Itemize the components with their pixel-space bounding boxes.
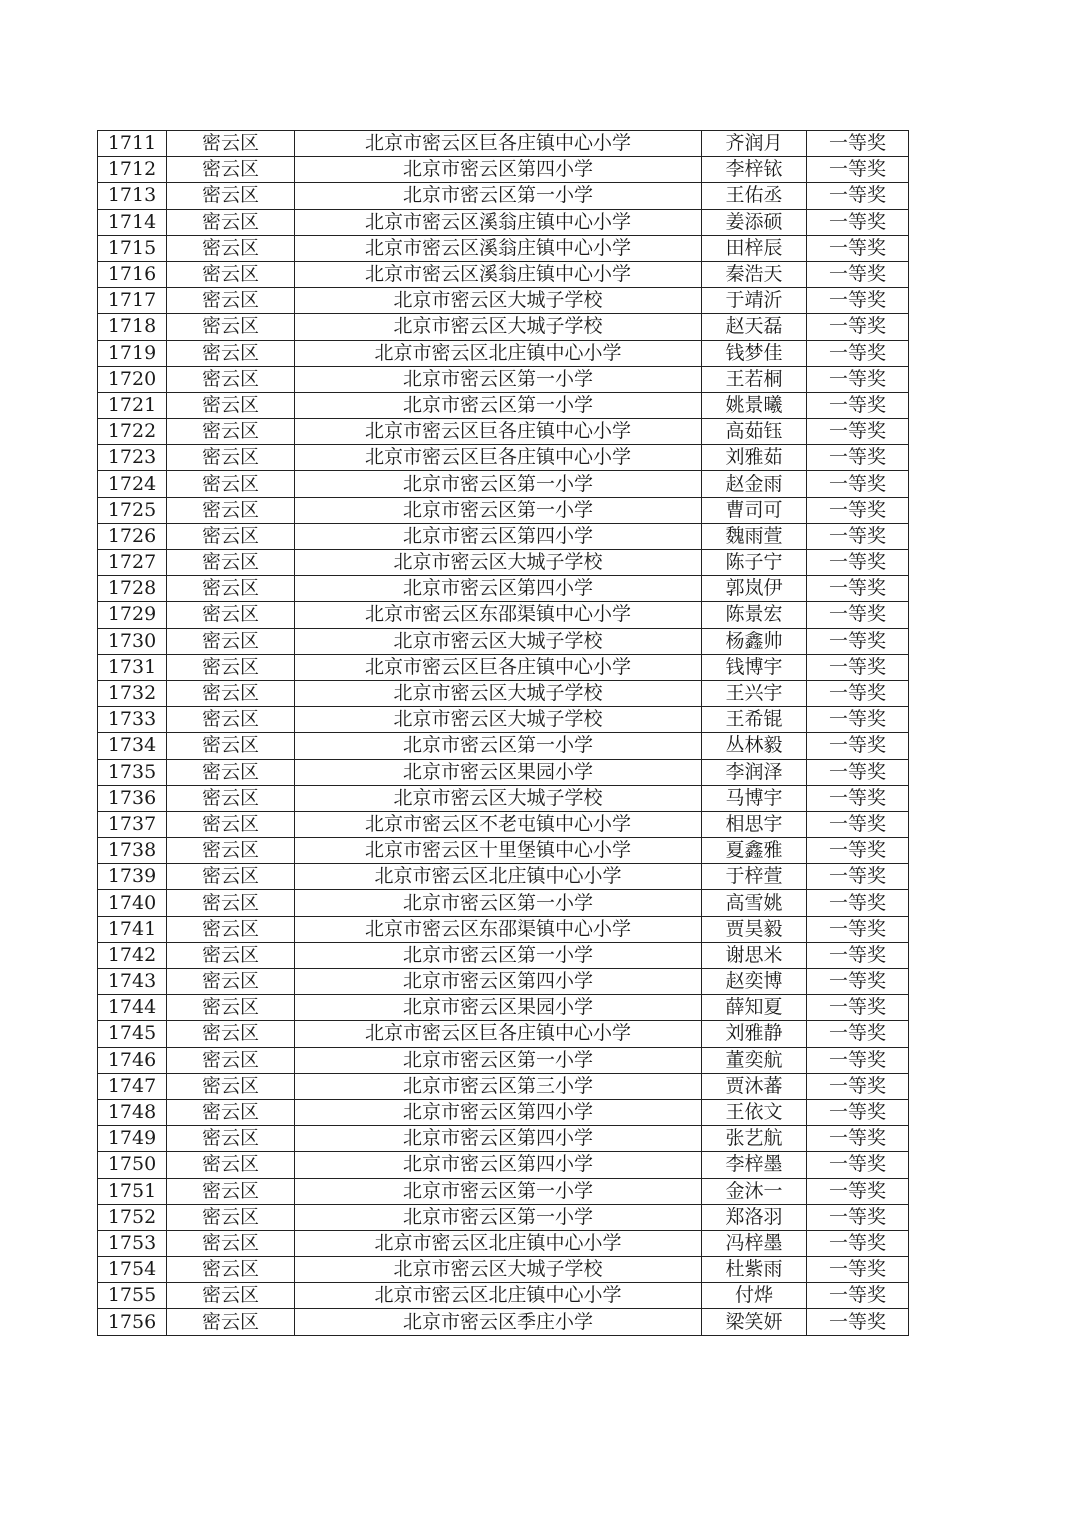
table-row: [98, 733, 909, 759]
serial-number-cell: 1732: [98, 680, 167, 706]
district-cell: 密云区: [167, 209, 295, 235]
award-list-table: [97, 130, 909, 1336]
award-level-cell: 一等奖: [807, 366, 909, 392]
serial-number-cell: 1749: [98, 1126, 167, 1152]
student-name-cell: 高茹钰: [702, 419, 807, 445]
award-level-cell: 一等奖: [807, 890, 909, 916]
serial-number-cell: 1751: [98, 1178, 167, 1204]
table-row: [98, 628, 909, 654]
award-level-cell: 一等奖: [807, 628, 909, 654]
district-cell: 密云区: [167, 680, 295, 706]
district-cell: 密云区: [167, 497, 295, 523]
serial-number-cell: 1711: [98, 131, 167, 157]
student-name-cell: 夏鑫雅: [702, 838, 807, 864]
serial-number-cell: 1739: [98, 864, 167, 890]
student-name-cell: 董奕航: [702, 1047, 807, 1073]
student-name-cell: 陈景宏: [702, 602, 807, 628]
student-name-cell: 齐润月: [702, 131, 807, 157]
school-cell: 北京市密云区第一小学: [295, 1204, 702, 1230]
district-cell: 密云区: [167, 392, 295, 418]
award-level-cell: 一等奖: [807, 1099, 909, 1125]
student-name-cell: 杨鑫帅: [702, 628, 807, 654]
table-row: [98, 811, 909, 837]
serial-number-cell: 1724: [98, 471, 167, 497]
serial-number-cell: 1736: [98, 785, 167, 811]
table-row: [98, 1126, 909, 1152]
district-cell: 密云区: [167, 1204, 295, 1230]
student-name-cell: 姚景曦: [702, 392, 807, 418]
serial-number-cell: 1719: [98, 340, 167, 366]
school-cell: 北京市密云区季庄小学: [295, 1309, 702, 1335]
award-level-cell: 一等奖: [807, 1047, 909, 1073]
school-cell: 北京市密云区第一小学: [295, 1178, 702, 1204]
table-row: [98, 1099, 909, 1125]
school-cell: 北京市密云区巨各庄镇中心小学: [295, 654, 702, 680]
table-row: [98, 157, 909, 183]
award-level-cell: 一等奖: [807, 576, 909, 602]
serial-number-cell: 1730: [98, 628, 167, 654]
district-cell: 密云区: [167, 1283, 295, 1309]
award-level-cell: 一等奖: [807, 654, 909, 680]
award-level-cell: 一等奖: [807, 864, 909, 890]
district-cell: 密云区: [167, 1152, 295, 1178]
serial-number-cell: 1715: [98, 235, 167, 261]
table-row: [98, 1021, 909, 1047]
district-cell: 密云区: [167, 183, 295, 209]
school-cell: 北京市密云区北庄镇中心小学: [295, 864, 702, 890]
student-name-cell: 秦浩天: [702, 261, 807, 287]
award-level-cell: 一等奖: [807, 314, 909, 340]
serial-number-cell: 1714: [98, 209, 167, 235]
student-name-cell: 高雪姚: [702, 890, 807, 916]
school-cell: 北京市密云区果园小学: [295, 995, 702, 1021]
district-cell: 密云区: [167, 340, 295, 366]
award-level-cell: 一等奖: [807, 1309, 909, 1335]
table-row: [98, 183, 909, 209]
district-cell: 密云区: [167, 288, 295, 314]
award-level-cell: 一等奖: [807, 1178, 909, 1204]
table-row: [98, 1152, 909, 1178]
student-name-cell: 贾昊毅: [702, 916, 807, 942]
school-cell: 北京市密云区巨各庄镇中心小学: [295, 131, 702, 157]
award-level-cell: 一等奖: [807, 471, 909, 497]
serial-number-cell: 1745: [98, 1021, 167, 1047]
student-name-cell: 相思宇: [702, 811, 807, 837]
table-row: [98, 1230, 909, 1256]
serial-number-cell: 1740: [98, 890, 167, 916]
student-name-cell: 于靖沂: [702, 288, 807, 314]
student-name-cell: 付烨: [702, 1283, 807, 1309]
award-level-cell: 一等奖: [807, 1073, 909, 1099]
district-cell: 密云区: [167, 1047, 295, 1073]
serial-number-cell: 1743: [98, 969, 167, 995]
award-level-cell: 一等奖: [807, 811, 909, 837]
serial-number-cell: 1737: [98, 811, 167, 837]
student-name-cell: 魏雨萱: [702, 523, 807, 549]
student-name-cell: 郑洛羽: [702, 1204, 807, 1230]
table-row: [98, 969, 909, 995]
table-row: [98, 1204, 909, 1230]
district-cell: 密云区: [167, 471, 295, 497]
school-cell: 北京市密云区第三小学: [295, 1073, 702, 1099]
award-level-cell: 一等奖: [807, 235, 909, 261]
serial-number-cell: 1750: [98, 1152, 167, 1178]
student-name-cell: 丛林毅: [702, 733, 807, 759]
school-cell: 北京市密云区大城子学校: [295, 288, 702, 314]
serial-number-cell: 1753: [98, 1230, 167, 1256]
serial-number-cell: 1731: [98, 654, 167, 680]
serial-number-cell: 1738: [98, 838, 167, 864]
table-row: [98, 576, 909, 602]
table-row: [98, 1257, 909, 1283]
table-row: [98, 785, 909, 811]
school-cell: 北京市密云区大城子学校: [295, 785, 702, 811]
award-level-cell: 一等奖: [807, 1257, 909, 1283]
award-level-cell: 一等奖: [807, 392, 909, 418]
award-level-cell: 一等奖: [807, 523, 909, 549]
district-cell: 密云区: [167, 1230, 295, 1256]
district-cell: 密云区: [167, 942, 295, 968]
award-level-cell: 一等奖: [807, 1152, 909, 1178]
serial-number-cell: 1713: [98, 183, 167, 209]
school-cell: 北京市密云区第一小学: [295, 890, 702, 916]
district-cell: 密云区: [167, 1021, 295, 1047]
table-row: [98, 1073, 909, 1099]
student-name-cell: 钱梦佳: [702, 340, 807, 366]
award-level-cell: 一等奖: [807, 995, 909, 1021]
table-row: [98, 654, 909, 680]
school-cell: 北京市密云区第一小学: [295, 942, 702, 968]
district-cell: 密云区: [167, 785, 295, 811]
serial-number-cell: 1720: [98, 366, 167, 392]
table-row: [98, 497, 909, 523]
district-cell: 密云区: [167, 811, 295, 837]
school-cell: 北京市密云区大城子学校: [295, 314, 702, 340]
student-name-cell: 马博宇: [702, 785, 807, 811]
table-row: [98, 1178, 909, 1204]
serial-number-cell: 1752: [98, 1204, 167, 1230]
serial-number-cell: 1729: [98, 602, 167, 628]
award-level-cell: 一等奖: [807, 183, 909, 209]
student-name-cell: 杜紫雨: [702, 1257, 807, 1283]
award-level-cell: 一等奖: [807, 785, 909, 811]
student-name-cell: 贾沐蕃: [702, 1073, 807, 1099]
school-cell: 北京市密云区溪翁庄镇中心小学: [295, 209, 702, 235]
table-row: [98, 759, 909, 785]
school-cell: 北京市密云区第四小学: [295, 1099, 702, 1125]
table-row: [98, 392, 909, 418]
district-cell: 密云区: [167, 1073, 295, 1099]
student-name-cell: 李润泽: [702, 759, 807, 785]
school-cell: 北京市密云区十里堡镇中心小学: [295, 838, 702, 864]
table-row: [98, 942, 909, 968]
school-cell: 北京市密云区大城子学校: [295, 550, 702, 576]
award-level-cell: 一等奖: [807, 707, 909, 733]
table-row: [98, 209, 909, 235]
student-name-cell: 田梓辰: [702, 235, 807, 261]
district-cell: 密云区: [167, 523, 295, 549]
school-cell: 北京市密云区大城子学校: [295, 707, 702, 733]
district-cell: 密云区: [167, 707, 295, 733]
table-row: [98, 131, 909, 157]
district-cell: 密云区: [167, 235, 295, 261]
serial-number-cell: 1727: [98, 550, 167, 576]
table-row: [98, 340, 909, 366]
district-cell: 密云区: [167, 314, 295, 340]
serial-number-cell: 1744: [98, 995, 167, 1021]
serial-number-cell: 1742: [98, 942, 167, 968]
serial-number-cell: 1722: [98, 419, 167, 445]
school-cell: 北京市密云区北庄镇中心小学: [295, 340, 702, 366]
school-cell: 北京市密云区第一小学: [295, 497, 702, 523]
serial-number-cell: 1712: [98, 157, 167, 183]
student-name-cell: 郭岚伊: [702, 576, 807, 602]
table-row: [98, 680, 909, 706]
table-row: [98, 995, 909, 1021]
serial-number-cell: 1754: [98, 1257, 167, 1283]
table-row: [98, 471, 909, 497]
student-name-cell: 赵奕博: [702, 969, 807, 995]
table-row: [98, 445, 909, 471]
district-cell: 密云区: [167, 995, 295, 1021]
student-name-cell: 张艺航: [702, 1126, 807, 1152]
district-cell: 密云区: [167, 602, 295, 628]
table-row: [98, 288, 909, 314]
serial-number-cell: 1735: [98, 759, 167, 785]
school-cell: 北京市密云区北庄镇中心小学: [295, 1283, 702, 1309]
school-cell: 北京市密云区东邵渠镇中心小学: [295, 916, 702, 942]
serial-number-cell: 1733: [98, 707, 167, 733]
serial-number-cell: 1747: [98, 1073, 167, 1099]
district-cell: 密云区: [167, 864, 295, 890]
district-cell: 密云区: [167, 916, 295, 942]
award-level-cell: 一等奖: [807, 1283, 909, 1309]
award-level-cell: 一等奖: [807, 969, 909, 995]
student-name-cell: 姜添硕: [702, 209, 807, 235]
district-cell: 密云区: [167, 550, 295, 576]
award-level-cell: 一等奖: [807, 131, 909, 157]
table-row: [98, 366, 909, 392]
school-cell: 北京市密云区第四小学: [295, 523, 702, 549]
serial-number-cell: 1717: [98, 288, 167, 314]
serial-number-cell: 1723: [98, 445, 167, 471]
district-cell: 密云区: [167, 1099, 295, 1125]
table-row: [98, 1283, 909, 1309]
student-name-cell: 钱博宇: [702, 654, 807, 680]
serial-number-cell: 1725: [98, 497, 167, 523]
student-name-cell: 冯梓墨: [702, 1230, 807, 1256]
district-cell: 密云区: [167, 733, 295, 759]
table-row: [98, 1047, 909, 1073]
school-cell: 北京市密云区第四小学: [295, 576, 702, 602]
school-cell: 北京市密云区北庄镇中心小学: [295, 1230, 702, 1256]
table-row: [98, 550, 909, 576]
school-cell: 北京市密云区溪翁庄镇中心小学: [295, 261, 702, 287]
serial-number-cell: 1746: [98, 1047, 167, 1073]
student-name-cell: 陈子宁: [702, 550, 807, 576]
school-cell: 北京市密云区第一小学: [295, 183, 702, 209]
table-row: [98, 1309, 909, 1335]
serial-number-cell: 1741: [98, 916, 167, 942]
district-cell: 密云区: [167, 628, 295, 654]
student-name-cell: 于梓萱: [702, 864, 807, 890]
table-row: [98, 707, 909, 733]
award-level-cell: 一等奖: [807, 1021, 909, 1047]
award-level-cell: 一等奖: [807, 419, 909, 445]
student-name-cell: 王兴宇: [702, 680, 807, 706]
school-cell: 北京市密云区第一小学: [295, 1047, 702, 1073]
school-cell: 北京市密云区不老屯镇中心小学: [295, 811, 702, 837]
award-level-cell: 一等奖: [807, 942, 909, 968]
award-level-cell: 一等奖: [807, 733, 909, 759]
school-cell: 北京市密云区第四小学: [295, 1126, 702, 1152]
district-cell: 密云区: [167, 445, 295, 471]
district-cell: 密云区: [167, 654, 295, 680]
table-row: [98, 916, 909, 942]
district-cell: 密云区: [167, 759, 295, 785]
award-level-cell: 一等奖: [807, 680, 909, 706]
serial-number-cell: 1755: [98, 1283, 167, 1309]
award-level-cell: 一等奖: [807, 1126, 909, 1152]
district-cell: 密云区: [167, 969, 295, 995]
district-cell: 密云区: [167, 1178, 295, 1204]
student-name-cell: 刘雅静: [702, 1021, 807, 1047]
table-row: [98, 864, 909, 890]
award-level-cell: 一等奖: [807, 288, 909, 314]
table-row: [98, 602, 909, 628]
award-level-cell: 一等奖: [807, 340, 909, 366]
award-level-cell: 一等奖: [807, 445, 909, 471]
student-name-cell: 赵金雨: [702, 471, 807, 497]
award-list-body: [98, 131, 909, 1336]
serial-number-cell: 1718: [98, 314, 167, 340]
award-level-cell: 一等奖: [807, 1204, 909, 1230]
table-row: [98, 523, 909, 549]
district-cell: 密云区: [167, 261, 295, 287]
award-level-cell: 一等奖: [807, 759, 909, 785]
district-cell: 密云区: [167, 890, 295, 916]
student-name-cell: 李梓墨: [702, 1152, 807, 1178]
school-cell: 北京市密云区大城子学校: [295, 628, 702, 654]
table-row: [98, 261, 909, 287]
district-cell: 密云区: [167, 157, 295, 183]
school-cell: 北京市密云区溪翁庄镇中心小学: [295, 235, 702, 261]
table-row: [98, 419, 909, 445]
award-level-cell: 一等奖: [807, 209, 909, 235]
school-cell: 北京市密云区巨各庄镇中心小学: [295, 445, 702, 471]
school-cell: 北京市密云区第四小学: [295, 969, 702, 995]
school-cell: 北京市密云区巨各庄镇中心小学: [295, 1021, 702, 1047]
student-name-cell: 刘雅茹: [702, 445, 807, 471]
serial-number-cell: 1756: [98, 1309, 167, 1335]
student-name-cell: 王若桐: [702, 366, 807, 392]
student-name-cell: 李梓铱: [702, 157, 807, 183]
award-level-cell: 一等奖: [807, 1230, 909, 1256]
school-cell: 北京市密云区东邵渠镇中心小学: [295, 602, 702, 628]
school-cell: 北京市密云区第四小学: [295, 157, 702, 183]
district-cell: 密云区: [167, 1257, 295, 1283]
district-cell: 密云区: [167, 576, 295, 602]
district-cell: 密云区: [167, 131, 295, 157]
serial-number-cell: 1716: [98, 261, 167, 287]
award-level-cell: 一等奖: [807, 261, 909, 287]
school-cell: 北京市密云区第四小学: [295, 1152, 702, 1178]
table-row: [98, 314, 909, 340]
student-name-cell: 曹司可: [702, 497, 807, 523]
school-cell: 北京市密云区巨各庄镇中心小学: [295, 419, 702, 445]
school-cell: 北京市密云区果园小学: [295, 759, 702, 785]
serial-number-cell: 1728: [98, 576, 167, 602]
award-level-cell: 一等奖: [807, 916, 909, 942]
school-cell: 北京市密云区大城子学校: [295, 680, 702, 706]
table-row: [98, 838, 909, 864]
award-level-cell: 一等奖: [807, 838, 909, 864]
student-name-cell: 梁笑妍: [702, 1309, 807, 1335]
school-cell: 北京市密云区第一小学: [295, 392, 702, 418]
student-name-cell: 赵天磊: [702, 314, 807, 340]
district-cell: 密云区: [167, 838, 295, 864]
student-name-cell: 薛知夏: [702, 995, 807, 1021]
school-cell: 北京市密云区大城子学校: [295, 1257, 702, 1283]
award-level-cell: 一等奖: [807, 602, 909, 628]
award-level-cell: 一等奖: [807, 157, 909, 183]
serial-number-cell: 1748: [98, 1099, 167, 1125]
serial-number-cell: 1721: [98, 392, 167, 418]
award-level-cell: 一等奖: [807, 550, 909, 576]
award-level-cell: 一等奖: [807, 497, 909, 523]
school-cell: 北京市密云区第一小学: [295, 471, 702, 497]
serial-number-cell: 1726: [98, 523, 167, 549]
district-cell: 密云区: [167, 1309, 295, 1335]
district-cell: 密云区: [167, 1126, 295, 1152]
school-cell: 北京市密云区第一小学: [295, 733, 702, 759]
district-cell: 密云区: [167, 366, 295, 392]
district-cell: 密云区: [167, 419, 295, 445]
school-cell: 北京市密云区第一小学: [295, 366, 702, 392]
student-name-cell: 谢思米: [702, 942, 807, 968]
student-name-cell: 王佑丞: [702, 183, 807, 209]
table-row: [98, 890, 909, 916]
student-name-cell: 王依文: [702, 1099, 807, 1125]
table-row: [98, 235, 909, 261]
student-name-cell: 金沐一: [702, 1178, 807, 1204]
serial-number-cell: 1734: [98, 733, 167, 759]
student-name-cell: 王希锟: [702, 707, 807, 733]
